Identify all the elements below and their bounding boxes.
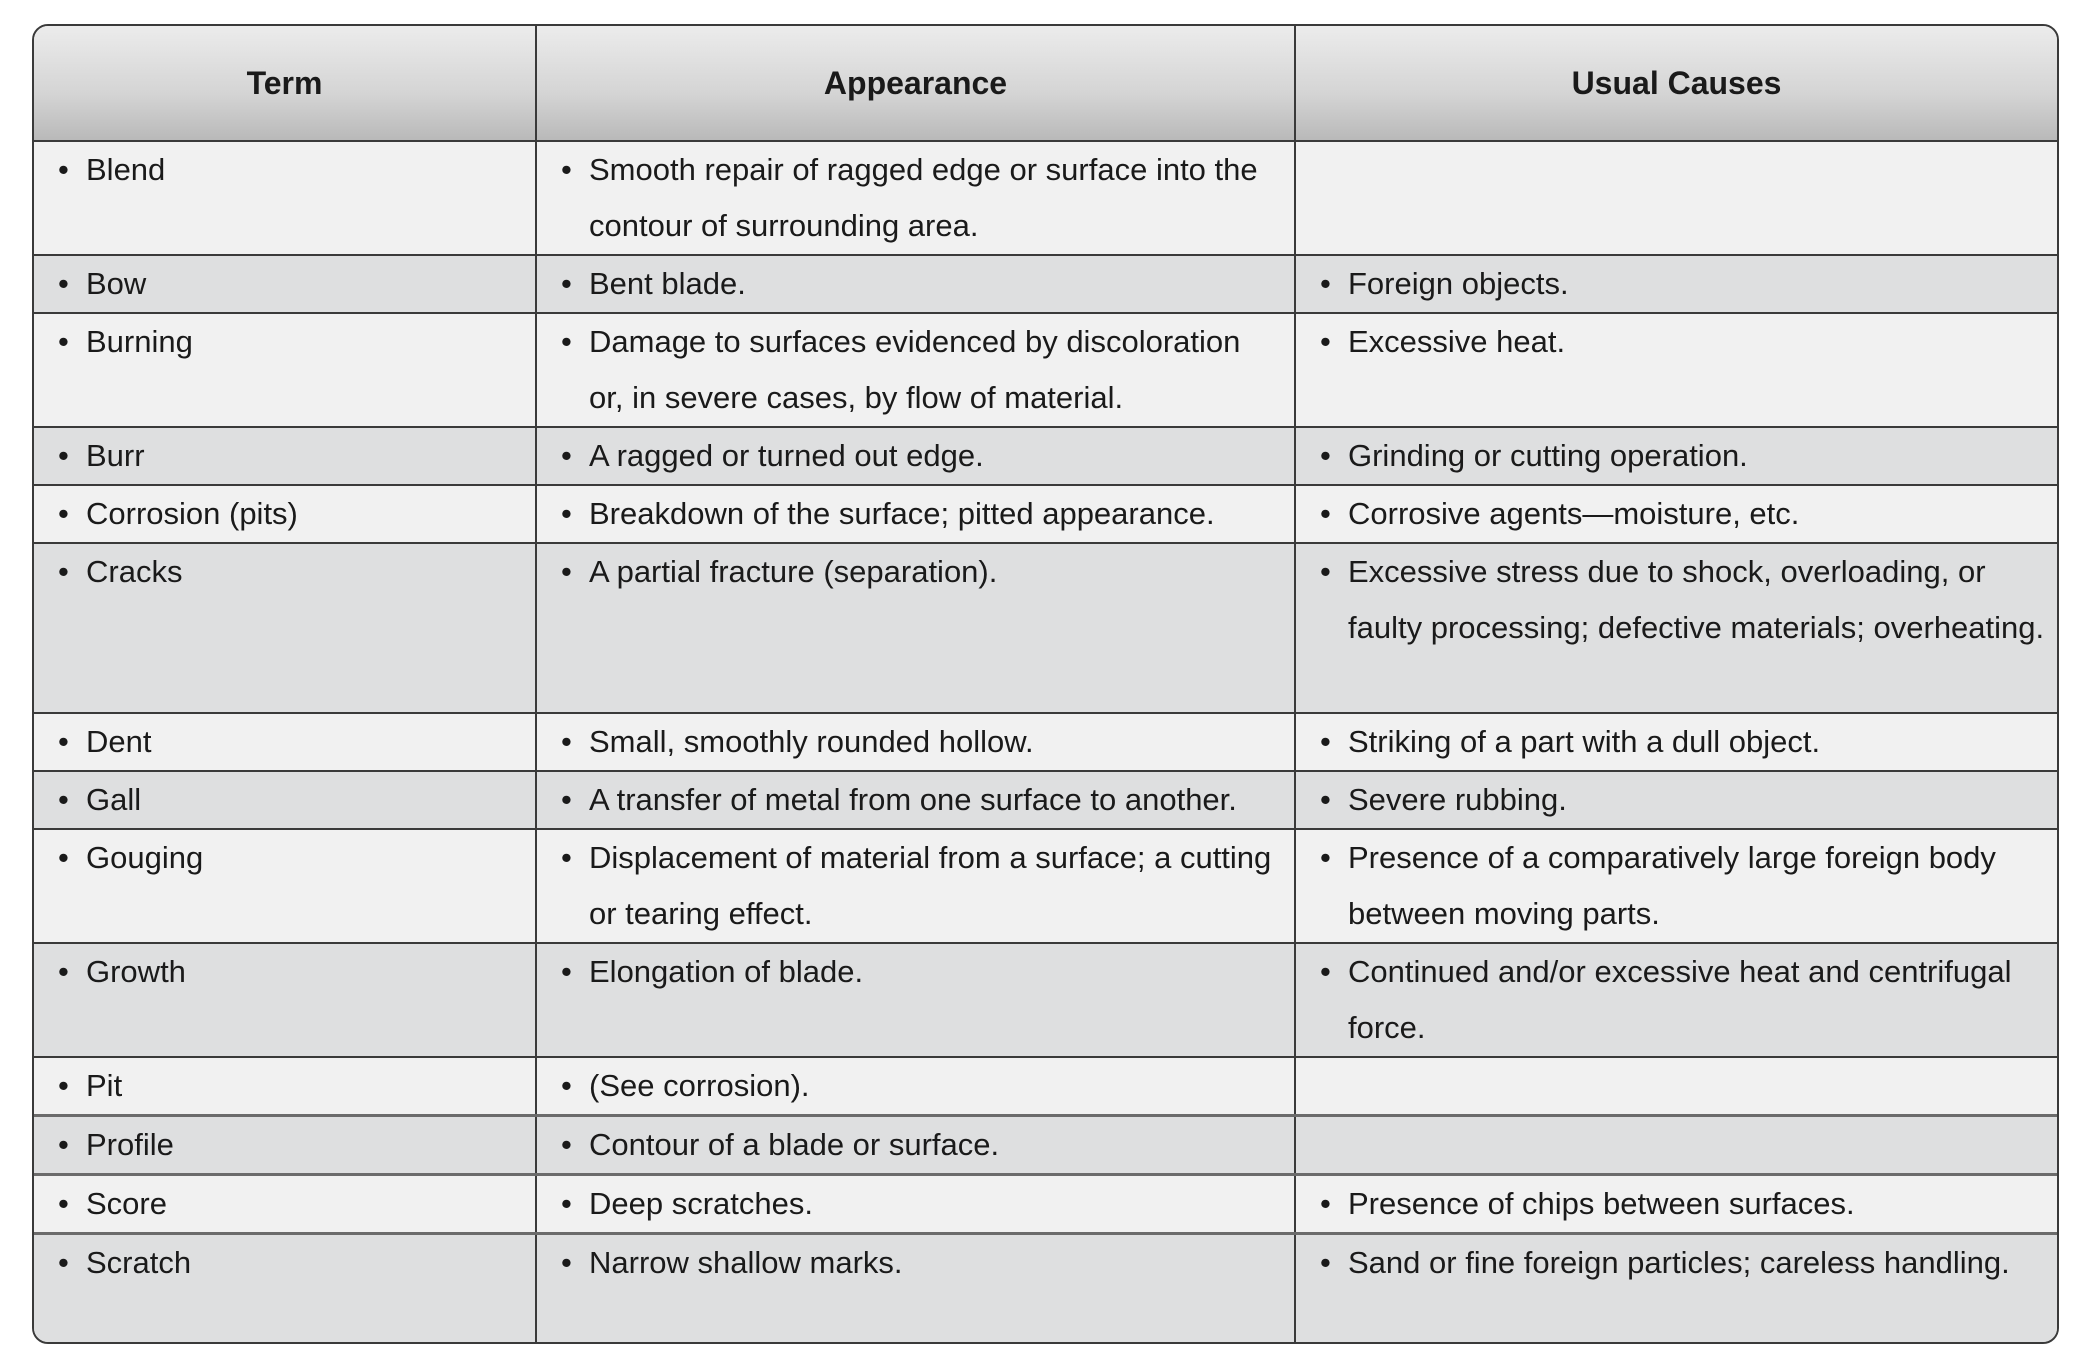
causes-text: • Corrosive agents—moisture, etc. [1320, 486, 2045, 542]
causes-cell [1295, 485, 2057, 543]
term-cell [34, 829, 536, 943]
causes-cell [1295, 313, 2057, 427]
term-text: • Growth [58, 944, 523, 1000]
term-cell [34, 713, 536, 771]
appearance-text: • (See corrosion). [561, 1058, 1282, 1114]
term-text: • Blend [58, 142, 523, 198]
appearance-cell [536, 141, 1295, 255]
term-cell [34, 1234, 536, 1343]
term-cell [34, 943, 536, 1057]
appearance-cell [536, 713, 1295, 771]
term-text: • Burr [58, 428, 523, 484]
table-row [34, 485, 2057, 543]
appearance-cell [536, 313, 1295, 427]
term-cell [34, 1057, 536, 1116]
term-text: • Pit [58, 1058, 523, 1114]
causes-text: • Grinding or cutting operation. [1320, 428, 2045, 484]
term-text: • Burning [58, 314, 523, 370]
causes-cell [1295, 1175, 2057, 1234]
term-text: • Cracks [58, 544, 523, 600]
appearance-cell [536, 485, 1295, 543]
causes-text: • Excessive stress due to shock, overloading, or faulty processing; defective materials; overheating. [1320, 544, 2045, 656]
causes-cell [1295, 255, 2057, 313]
term-cell [34, 1175, 536, 1234]
appearance-text: • Contour of a blade or surface. [561, 1117, 1282, 1173]
table-row [34, 1116, 2057, 1175]
appearance-text: • Elongation of blade. [561, 944, 1282, 1000]
causes-text: • Continued and/or excessive heat and centrifugal force. [1320, 944, 2045, 1056]
causes-cell [1295, 427, 2057, 485]
column-header-usual-causes: Usual Causes [1295, 26, 2057, 141]
appearance-cell [536, 427, 1295, 485]
table-row [34, 713, 2057, 771]
table-row [34, 829, 2057, 943]
table-row [34, 943, 2057, 1057]
appearance-text: • Bent blade. [561, 256, 1282, 312]
appearance-cell [536, 1116, 1295, 1175]
column-header-appearance: Appearance [536, 26, 1295, 141]
appearance-text: • Smooth repair of ragged edge or surface into the contour of surrounding area. [561, 142, 1282, 254]
appearance-cell [536, 543, 1295, 713]
appearance-text: • A partial fracture (separation). [561, 544, 1282, 600]
term-text: • Dent [58, 714, 523, 770]
causes-text: • Striking of a part with a dull object. [1320, 714, 2045, 770]
causes-cell [1295, 1234, 2057, 1343]
term-cell [34, 543, 536, 713]
causes-cell [1295, 1116, 2057, 1175]
column-header-term: Term [34, 26, 536, 141]
causes-text: • Foreign objects. [1320, 256, 2045, 312]
header-row [34, 26, 2057, 141]
appearance-cell [536, 1234, 1295, 1343]
appearance-cell [536, 1175, 1295, 1234]
term-cell [34, 1116, 536, 1175]
term-cell [34, 313, 536, 427]
appearance-cell [536, 771, 1295, 829]
term-cell [34, 427, 536, 485]
term-text: • Profile [58, 1117, 523, 1173]
defect-terms-table-frame [32, 24, 2059, 1344]
table-row [34, 255, 2057, 313]
term-text: • Score [58, 1176, 523, 1232]
appearance-text: • Narrow shallow marks. [561, 1235, 1282, 1291]
table-row [34, 141, 2057, 255]
table-row [34, 1057, 2057, 1116]
appearance-text: • A transfer of metal from one surface to another. [561, 772, 1282, 828]
term-cell [34, 141, 536, 255]
causes-cell [1295, 771, 2057, 829]
term-text: • Gall [58, 772, 523, 828]
causes-cell [1295, 943, 2057, 1057]
causes-text: • Presence of chips between surfaces. [1320, 1176, 2045, 1232]
term-cell [34, 255, 536, 313]
causes-cell [1295, 543, 2057, 713]
table-row [34, 427, 2057, 485]
appearance-cell [536, 1057, 1295, 1116]
causes-cell [1295, 829, 2057, 943]
table-row [34, 771, 2057, 829]
causes-text: • Sand or fine foreign particles; careless handling. [1320, 1235, 2045, 1291]
term-cell [34, 485, 536, 543]
term-cell [34, 771, 536, 829]
table-row [34, 313, 2057, 427]
appearance-text: • A ragged or turned out edge. [561, 428, 1282, 484]
appearance-text: • Damage to surfaces evidenced by discoloration or, in severe cases, by flow of material. [561, 314, 1282, 426]
appearance-cell [536, 829, 1295, 943]
appearance-text: • Small, smoothly rounded hollow. [561, 714, 1282, 770]
term-text: • Corrosion (pits) [58, 486, 523, 542]
causes-text: • Severe rubbing. [1320, 772, 2045, 828]
table-row [34, 1175, 2057, 1234]
causes-text: • Presence of a comparatively large foreign body between moving parts. [1320, 830, 2045, 942]
causes-text: • Excessive heat. [1320, 314, 2045, 370]
appearance-text: • Displacement of material from a surface; a cutting or tearing effect. [561, 830, 1282, 942]
defect-terms-table [34, 26, 2057, 1342]
appearance-cell [536, 255, 1295, 313]
appearance-text: • Deep scratches. [561, 1176, 1282, 1232]
causes-cell [1295, 141, 2057, 255]
causes-cell [1295, 1057, 2057, 1116]
appearance-text: • Breakdown of the surface; pitted appearance. [561, 486, 1282, 542]
term-text: • Gouging [58, 830, 523, 886]
table-row [34, 1234, 2057, 1343]
table-row [34, 543, 2057, 713]
causes-cell [1295, 713, 2057, 771]
term-text: • Scratch [58, 1235, 523, 1291]
term-text: • Bow [58, 256, 523, 312]
appearance-cell [536, 943, 1295, 1057]
